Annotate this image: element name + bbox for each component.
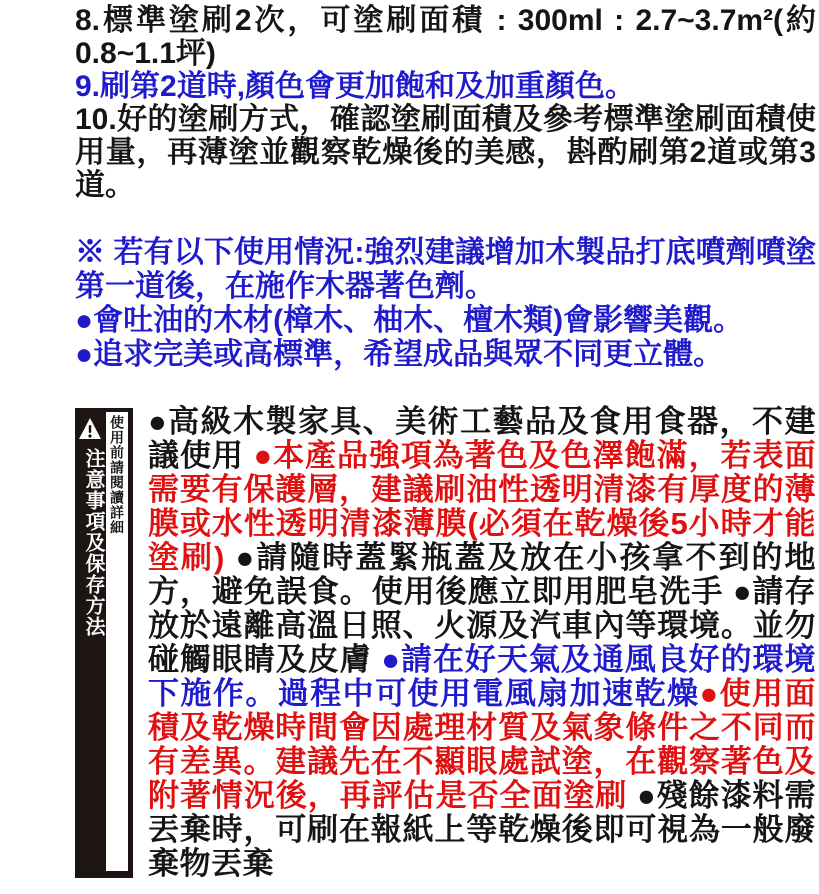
caution-sidebar-title: 注意事項及保存方法 [82,448,104,637]
warning-triangle-icon [78,417,102,441]
caution-segment-red: ●本產品強項為著色及色澤飽滿，若表面需要有保護層，建議刷油性透明清漆有厚度的薄膜或水性透明清漆薄膜(必須在乾燥後5小時才能塗刷) [148,438,816,575]
caution-segment-black: ●高級木製家具、美術工藝品及食用食器，不建議使用 [148,404,816,473]
step-8: 8.標準塗刷2次，可塗刷面積 : 300ml : 2.7~3.7m²(約0.8~1.1坪) [75,4,816,70]
usage-steps [75,4,816,202]
caution-segment-blue: ●請在好天氣及通風良好的環境下施作。過程中可使用電風扇加速乾燥 [148,642,816,711]
caution-segment-black: ●請隨時蓋緊瓶蓋及放在小孩拿不到的地方，避免誤食。使用後應立即用肥皂洗手 ●請存放於遠離高溫日照、火源及汽車內等環境。並勿碰觸眼睛及皮膚 [148,540,817,677]
caution-sidebar-subtitle: 使用前請閱讀詳細 [109,415,125,535]
step-9: 9.刷第2道時,顏色會更加飽和及加重顏色。 [75,70,636,103]
caution-segment-red: ●使用面積及乾燥時間會因處理材質及氣象條件之不同而有差異。建議先在不顯眼處試塗，在觀察著色及附著情況後，再評估是否全面塗刷 [148,676,816,813]
primer-note-header: ※ 若有以下使用情況:強烈建議增加木製品打底噴劑噴塗第一道後，在施作木器著色劑。 [75,236,816,303]
step-10: 10.好的塗刷方式，確認塗刷面積及參考標準塗刷面積使用量，再薄塗並觀察乾燥後的美感，斟酌刷第2道或第3道。 [75,103,816,202]
caution-segment-black: ●殘餘漆料需丟棄時，可刷在報紙上等乾燥後即可視為一般廢棄物丟棄 [148,778,816,881]
primer-note-bullet: ●會吐油的木材(樟木、柚木、檀木類)會影響美觀。 [75,304,744,337]
primer-note [75,236,816,372]
primer-note-bullet: ●追求完美或高標準，希望成品與眾不同更立體。 [75,338,724,371]
caution-section [75,405,816,881]
caution-text [148,405,816,881]
caution-sidebar [75,408,133,878]
caution-sidebar-inner [106,412,128,871]
